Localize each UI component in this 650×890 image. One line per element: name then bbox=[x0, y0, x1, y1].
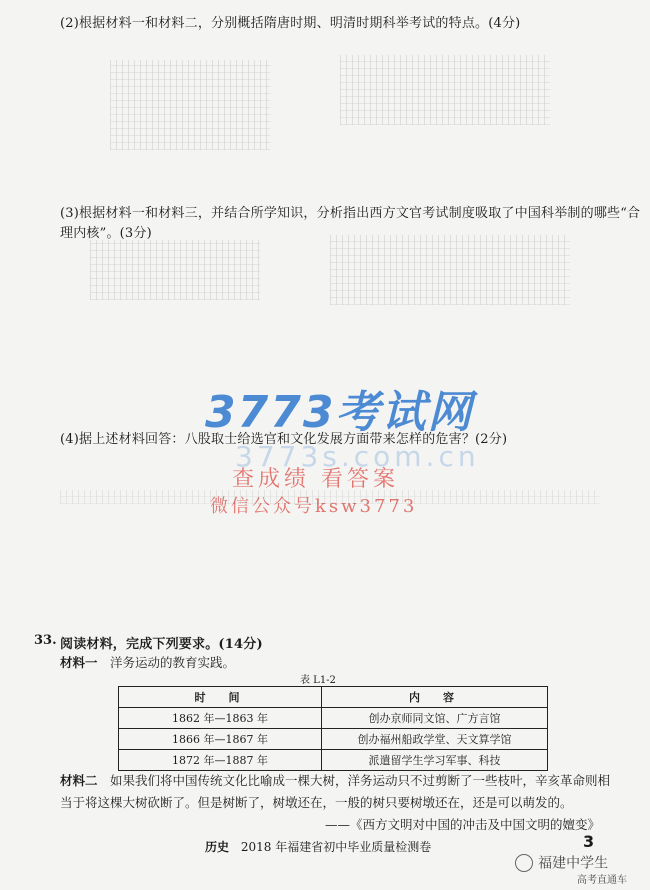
table-row bbox=[119, 708, 548, 729]
table-header-time: 时 间 bbox=[119, 687, 322, 708]
question-33-number: 33. bbox=[34, 633, 57, 648]
table-cell: 1872 年—1887 年 bbox=[119, 750, 322, 771]
question-3-line2: 理内核”。(3分) bbox=[60, 226, 152, 241]
question-2: (2)根据材料一和材料二，分别概括隋唐时期、明清时期科举考试的特点。(4分) bbox=[60, 16, 521, 31]
scan-noise bbox=[110, 60, 270, 150]
material2-label: 材料二 bbox=[60, 773, 98, 788]
wechat-sub: 高考直通车 bbox=[577, 874, 627, 886]
watermark-line1: 查成绩 看答案 bbox=[232, 467, 399, 492]
question-4: (4)据上述材料回答：八股取士给选官和文化发展方面带来怎样的危害？(2分) bbox=[60, 432, 508, 447]
scan-noise bbox=[340, 55, 550, 125]
scan-noise bbox=[60, 490, 600, 504]
watermark-brand: 3773考试网 bbox=[205, 387, 474, 438]
footer-title: 2018 年福建省初中毕业质量检测卷 bbox=[240, 840, 432, 854]
material1-label: 材料一 bbox=[60, 655, 98, 670]
wechat-badge bbox=[515, 852, 627, 886]
wechat-logo-icon bbox=[515, 854, 533, 872]
watermark-url: 3773s.com.cn bbox=[235, 440, 480, 473]
scan-noise bbox=[90, 240, 260, 300]
wechat-name: 福建中学生 bbox=[538, 855, 609, 872]
footer bbox=[205, 838, 431, 855]
scan-noise bbox=[330, 235, 570, 305]
table-cell: 1862 年—1863 年 bbox=[119, 708, 322, 729]
footer-subject: 历史 bbox=[205, 840, 230, 854]
table-cell: 1866 年—1867 年 bbox=[119, 729, 322, 750]
material2 bbox=[60, 770, 620, 836]
material1-text: 洋务运动的教育实践。 bbox=[110, 655, 236, 670]
watermark-line2: 微信公众号ksw3773 bbox=[210, 496, 418, 517]
table-row bbox=[119, 750, 548, 771]
education-table bbox=[118, 686, 548, 771]
table-title: 表 L1-2 bbox=[300, 675, 336, 686]
question-3-line1: (3)根据材料一和材料三，并结合所学知识，分析指出西方文官考试制度吸取了中国科举制的哪些“合 bbox=[60, 206, 641, 221]
material2-line1: 如果我们将中国传统文化比喻成一棵大树，洋务运动只不过剪断了一些枝叶，辛亥革命则相 bbox=[110, 773, 611, 788]
material2-line2: 当于将这棵大树砍断了。但是树断了，树墩还在，一般的树只要树墩还在，还是可以萌发的。 bbox=[60, 795, 573, 810]
question-33-prompt: 阅读材料，完成下列要求。(14分) bbox=[60, 637, 263, 652]
material2-source: ——《西方文明对中国的冲击及中国文明的嬗变》 bbox=[324, 817, 600, 832]
table-header-content: 内 容 bbox=[322, 687, 548, 708]
table-cell: 派遣留学生学习军事、科技 bbox=[322, 750, 548, 771]
table-cell: 创办福州船政学堂、天文算学馆 bbox=[322, 729, 548, 750]
table-row bbox=[119, 729, 548, 750]
page-number: 3 bbox=[583, 832, 595, 851]
table-cell: 创办京师同文馆、广方言馆 bbox=[322, 708, 548, 729]
